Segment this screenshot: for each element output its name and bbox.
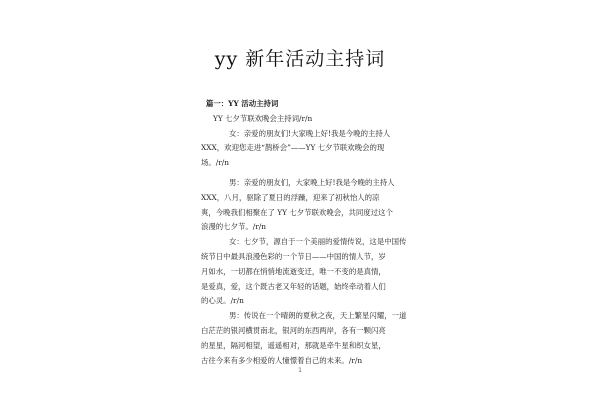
text-line: 女：亲爱的朋友们!大家晚上好!我是今晚的主持人 bbox=[229, 128, 391, 138]
document-body bbox=[201, 97, 406, 368]
paragraph-male-legend bbox=[201, 309, 406, 368]
text-line: 的心灵。/r/n bbox=[201, 296, 244, 306]
text-line: 白茫茫的银河横贯南北，银河的东西两岸，各有一颗闪亮 bbox=[201, 325, 386, 335]
text-line: 女：七夕节，源自于一个美丽的爱情传说，这是中国传 bbox=[229, 237, 406, 247]
text-line: XXX，八月，驱除了夏日的浮躁，迎来了初秋怡人的凉 bbox=[201, 192, 380, 202]
section-heading: 篇一：YY 活动主持词 bbox=[206, 99, 279, 108]
text-line: 的星星，隔河相望，遥遥相对，那就是牵牛星和织女星， bbox=[201, 340, 386, 350]
text-line: 爽，今晚我们相聚在了 YY 七夕节联欢晚会，共同度过这个 bbox=[201, 207, 393, 217]
document-title: yy 新年活动主持词 bbox=[214, 48, 386, 70]
paragraph-female-qixi bbox=[201, 235, 406, 309]
text-line: 男：传说在一个晴朗的夏秋之夜，天上繁星闪耀，一道 bbox=[229, 311, 406, 321]
text-line: 是爱真，爱，这个既古老又年轻的话题，始终牵动着人们 bbox=[201, 281, 386, 291]
paragraph-male-intro bbox=[201, 176, 406, 235]
text-line: 男：亲爱的朋友们，大家晚上好!我是今晚的主持人 bbox=[229, 177, 395, 187]
text-line: 统节日中最具浪漫色彩的一个节日——中国的情人节，岁 bbox=[201, 251, 386, 261]
page-number: 1 bbox=[298, 367, 302, 374]
text-line: 浪漫的七夕节。/r/n bbox=[201, 222, 267, 232]
text-line: XXX，欢迎您走进“鹊桥会”——YY 七夕节联欢晚会的现 bbox=[201, 143, 385, 153]
text-line: 月如水，一切都在悄悄地流逝变迁，唯一不变的是真情， bbox=[201, 266, 386, 276]
text-line: 场。/r/n bbox=[201, 158, 230, 168]
paragraph-female-intro bbox=[201, 127, 406, 171]
text-line: 古往今来有多少相爱的人憧憬着自己的未来。/r/n bbox=[201, 355, 363, 365]
section-subheading: YY 七夕节联欢晚会主持词/r/n bbox=[213, 113, 313, 123]
